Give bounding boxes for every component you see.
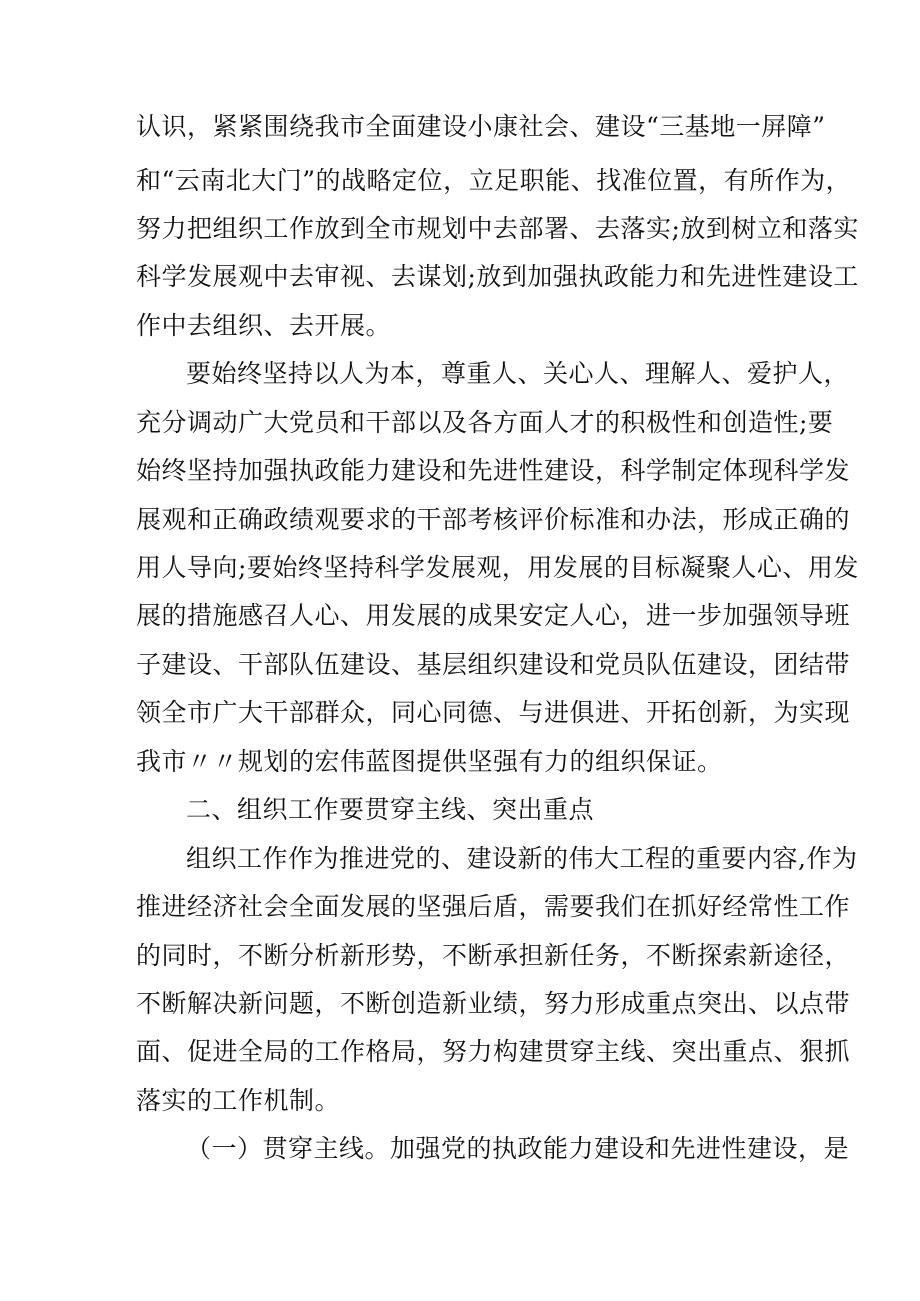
- paragraph-line: 努力把组织工作放到全市规划中去部署、去落实;放到树立和落实: [136, 214, 859, 243]
- paragraph-line: 用人导向;要始终坚持科学发展观，用发展的目标凝聚人心、用发: [136, 553, 859, 582]
- paragraph-line: 认识，紧紧围绕我市全面建设小康社会、建设“三基地一屏障”: [136, 112, 826, 141]
- paragraph-line: 展观和正确政绩观要求的干部考核评价标准和办法，形成正确的: [136, 505, 851, 534]
- paragraph-line: 要始终坚持以人为本，尊重人、关心人、理解人、爱护人，: [186, 359, 850, 388]
- paragraph-line: 的同时，不断分析新形势，不断承担新任务，不断探索新途径，: [136, 941, 851, 970]
- paragraph-line: 面、促进全局的工作格局，努力构建贯穿主线、突出重点、狠抓: [136, 1037, 851, 1066]
- paragraph-line: 领全市广大干部群众，同心同德、与进俱进、开拓创新，为实现: [136, 698, 851, 727]
- paragraph-line: 我市〃〃规划的宏伟蓝图提供坚强有力的组织保证。: [136, 747, 723, 776]
- paragraph-line: 不断解决新问题，不断创造新业绩，努力形成重点突出、以点带: [136, 989, 851, 1018]
- paragraph-line: 组织工作作为推进党的、建设新的伟大工程的重要内容,作为: [186, 844, 858, 873]
- subsection-line: （一）贯穿主线。加强党的执政能力建设和先进性建设，是: [186, 1134, 850, 1163]
- paragraph-line: 展的措施感召人心、用发展的成果安定人心，进一步加强领导班: [136, 601, 851, 630]
- paragraph-line: 子建设、干部队伍建设、基层组织建设和党员队伍建设，团结带: [136, 650, 851, 679]
- paragraph-line: 充分调动广大党员和干部以及各方面人才的积极性和创造性;要: [136, 408, 834, 437]
- paragraph-line: 作中去组织、去开展。: [136, 311, 392, 340]
- paragraph-line: 和“云南北大门”的战略定位，立足职能、找准位置，有所作为，: [136, 166, 852, 195]
- paragraph-line: 推进经济社会全面发展的坚强后盾，需要我们在抓好经常性工作: [136, 892, 851, 921]
- section-heading: 二、组织工作要贯穿主线、突出重点: [186, 795, 595, 824]
- paragraph-line: 落实的工作机制。: [136, 1086, 341, 1115]
- paragraph-line: 始终坚持加强执政能力建设和先进性建设，科学制定体现科学发: [136, 456, 851, 485]
- paragraph-line: 科学发展观中去审视、去谋划;放到加强执政能力和先进性建设工: [136, 262, 859, 291]
